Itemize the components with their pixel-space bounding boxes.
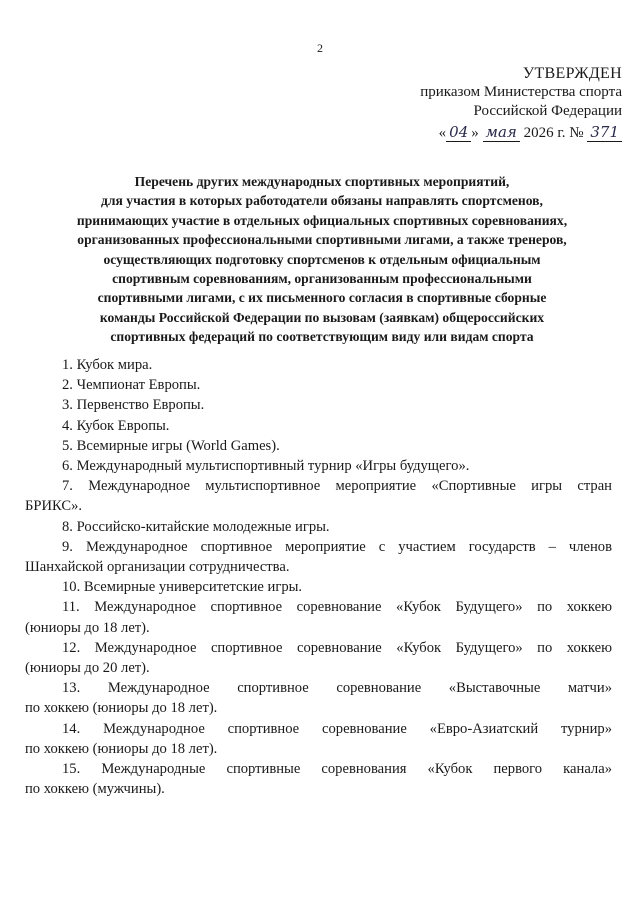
list-item-text: 9. Международное спортивное мероприятие с участием государств – членов [62,538,612,555]
list-item-text: 8. Российско-китайские молодежные игры. [62,518,330,535]
list-item-continuation: по хоккею (юниоры до 18 лет). [25,700,218,717]
approval-date-line [362,123,622,143]
list-item-text: 15. Международные спортивные соревнования «Кубок первого канала» [62,761,612,778]
approval-line-1: приказом Министерства спорта [420,84,622,100]
list-item-text: 10. Всемирные университетские игры. [62,579,303,596]
handwritten-order-number: 371 [587,123,622,142]
list-item [62,416,612,436]
list-item-text: 2. Чемпионат Европы. [62,377,201,394]
title-line: для участия в которых работодатели обязаны направлять спортсменов, [101,193,543,209]
list-item [25,476,612,516]
list-item-text: 1. Кубок мира. [62,357,153,373]
list-item-text: 5. Всемирные игры (World Games). [62,437,280,454]
list-item-text: 11. Международное спортивное соревнование «Кубок Будущего» по хоккею [62,599,612,616]
title-line: спортивных федераций по соответствующим виду или видам спорта [110,329,534,345]
approval-block [362,64,622,143]
list-item [62,456,612,476]
events-list [25,355,612,799]
date-open-quote: « [438,125,447,141]
list-item [25,759,612,799]
list-item-text: 7. Международное мультиспортивное мероприятие «Спортивные игры стран [62,478,612,495]
list-item-continuation: по хоккею (юниоры до 18 лет). [25,740,218,757]
list-item-continuation: (юниоры до 18 лет). [25,619,150,636]
list-item [25,638,612,678]
title-line: Перечень других международных спортивных мероприятий, [134,174,510,189]
list-item [25,597,612,637]
approved-label: УТВЕРЖДЕН [522,65,622,82]
title-line: спортивным соревнованиям, организованным профессиональными [112,271,532,287]
list-item [62,577,612,597]
list-item-text: 6. Международный мультиспортивный турнир «Игры будущего». [62,458,470,475]
page-number: 2 [317,41,323,55]
approval-line-2: Российской Федерации [473,103,622,119]
list-item [25,537,612,577]
handwritten-day: 04 [446,123,471,142]
list-item-continuation: БРИКС». [25,498,83,515]
title-line: команды Российской Федерации по вызовам (заявкам) общероссийских [99,309,545,325]
list-item-text: 13. Международное спортивное соревнование «Выставочные матчи» [62,680,612,697]
handwritten-month: мая [483,123,520,142]
list-item [25,719,612,759]
list-item-text: 14. Международное спортивное соревнование «Евро-Азиатский турнир» [62,720,612,737]
list-item-text: 4. Кубок Европы. [62,417,170,434]
title-line: организованных профессиональными спортивными лигами, а также тренеров, [77,232,567,248]
list-item-text: 3. Первенство Европы. [62,397,205,414]
date-close-quote: » [471,125,479,141]
title-line: осуществляющих подготовку спортсменов к отдельным официальным [103,251,541,267]
list-item [25,678,612,718]
list-item-continuation: по хоккею (мужчины). [25,781,165,798]
list-item-continuation: (юниоры до 20 лет). [25,660,150,677]
list-item [62,395,612,415]
list-item [62,355,612,375]
list-item-text: 12. Международное спортивное соревнование «Кубок Будущего» по хоккею [62,639,612,656]
document-title [36,172,608,347]
list-item [62,375,612,395]
year-and-number-label: 2026 г. № [523,125,584,141]
title-line: принимающих участие в отдельных официальных спортивных соревнованиях, [76,212,568,228]
title-line: спортивными лигами, с их письменного согласия в спортивные сборные [97,290,547,306]
list-item-continuation: Шанхайской организации сотрудничества. [25,559,290,576]
list-item [62,517,612,537]
list-item [62,436,612,456]
